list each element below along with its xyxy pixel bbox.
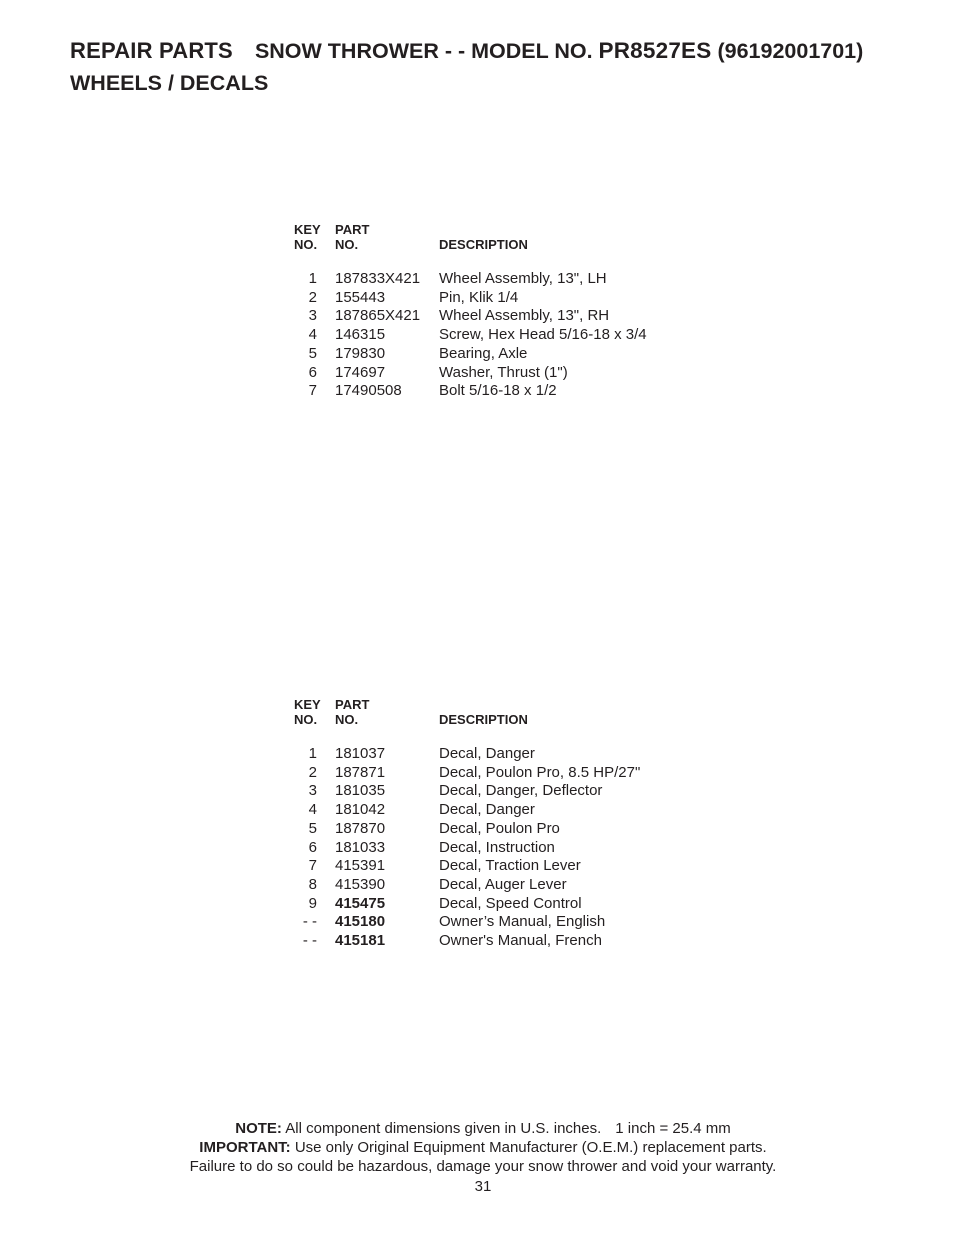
part-no-cell: 415181 — [335, 932, 386, 950]
key-no-cell: 8 — [308, 875, 317, 893]
table-row — [294, 745, 699, 764]
table-row — [294, 895, 699, 914]
part-no-cell: 415180 — [335, 913, 386, 931]
table-row — [294, 764, 699, 783]
part-no-cell: 146315 — [335, 326, 386, 344]
wheels-parts-table — [294, 222, 699, 401]
key-no-cell: 6 — [308, 363, 317, 381]
part-no-cell: 187833X421 — [335, 270, 421, 287]
description-cell: Decal, Poulon Pro — [439, 819, 560, 837]
table-row — [294, 307, 699, 326]
key-no-cell: 7 — [308, 382, 317, 400]
decals-parts-table — [294, 697, 699, 951]
table-row — [294, 270, 699, 289]
part-no-cell: 187865X421 — [335, 307, 421, 325]
table-row — [294, 345, 699, 364]
part-no-cell: 187871 — [335, 763, 386, 781]
key-no-cell: 4 — [308, 326, 317, 344]
table-row — [294, 364, 699, 383]
key-no-header: KEY NO. — [294, 222, 321, 252]
section-title: WHEELS / DECALS — [70, 71, 269, 95]
part-no-cell: 187870 — [335, 819, 386, 837]
description-cell: Screw, Hex Head 5/16-18 x 3/4 — [439, 326, 647, 344]
table-row — [294, 782, 699, 801]
table-row — [294, 876, 699, 895]
description-cell: Bolt 5/16-18 x 1/2 — [439, 382, 557, 400]
key-no-cell: 2 — [308, 763, 317, 781]
key-no-cell: 3 — [308, 307, 317, 325]
description-cell: Decal, Danger — [439, 745, 535, 762]
part-no-cell: 181037 — [335, 745, 386, 762]
page-number: 31 — [474, 1178, 492, 1195]
part-no-cell: 181042 — [335, 801, 386, 819]
key-no-cell: - - — [302, 913, 317, 931]
table-row — [294, 913, 699, 932]
key-no-cell: 3 — [308, 782, 317, 800]
table-row — [294, 382, 699, 401]
table-row — [294, 289, 699, 308]
description-cell: Wheel Assembly, 13", RH — [439, 307, 610, 325]
key-no-cell: 7 — [308, 857, 317, 875]
part-no-cell: 181035 — [335, 782, 386, 800]
table-row — [294, 820, 699, 839]
important-text: Use only Original Equipment Manufacturer (O.E.M.) replacement parts. — [294, 1139, 767, 1156]
note-label: NOTE: — [235, 1120, 282, 1137]
part-no-cell: 415475 — [335, 894, 386, 912]
key-no-cell: 5 — [308, 344, 317, 362]
description-cell: Wheel Assembly, 13", LH — [439, 270, 607, 287]
description-cell: Decal, Traction Lever — [439, 857, 581, 875]
table-row — [294, 801, 699, 820]
description-header: DESCRIPTION — [439, 712, 528, 727]
description-cell: Decal, Danger, Deflector — [439, 782, 603, 800]
page-title — [70, 36, 930, 66]
description-cell: Owner's Manual, French — [439, 932, 602, 950]
key-no-cell: 2 — [308, 288, 317, 306]
description-header: DESCRIPTION — [439, 237, 528, 252]
description-cell: Decal, Instruction — [439, 838, 555, 856]
part-no-cell: 155443 — [335, 288, 386, 306]
product-label: SNOW THROWER - - MODEL NO. — [254, 39, 593, 63]
description-cell: Bearing, Axle — [439, 344, 528, 362]
table-row — [294, 932, 699, 951]
description-cell: Decal, Poulon Pro, 8.5 HP/27" — [439, 763, 641, 781]
model-number: PR8527ES — [598, 38, 712, 63]
table-header-row — [294, 222, 699, 270]
key-no-cell: 4 — [308, 801, 317, 819]
part-no-cell: 415391 — [335, 857, 386, 875]
note-line — [0, 1119, 954, 1138]
description-cell: Owner’s Manual, English — [439, 913, 606, 931]
description-cell: Decal, Danger — [439, 801, 535, 819]
part-no-header: PART NO. — [335, 697, 370, 727]
model-code: (96192001701) — [717, 39, 864, 63]
note-text: All component dimensions given in U.S. inches. — [285, 1120, 602, 1137]
table-header-row — [294, 697, 699, 745]
part-no-header: PART NO. — [335, 222, 370, 252]
key-no-header: KEY NO. — [294, 697, 321, 727]
table-row — [294, 326, 699, 345]
page-header — [70, 36, 930, 100]
part-no-cell: 179830 — [335, 344, 386, 362]
description-cell: Pin, Klik 1/4 — [439, 288, 519, 306]
table-row — [294, 839, 699, 858]
key-no-cell: 6 — [308, 838, 317, 856]
table-row — [294, 857, 699, 876]
part-no-cell: 174697 — [335, 363, 386, 381]
repair-parts-label: REPAIR PARTS — [70, 38, 233, 63]
page-footer — [0, 1119, 954, 1176]
key-no-cell: - - — [302, 932, 317, 950]
part-no-cell: 415390 — [335, 875, 386, 893]
description-cell: Decal, Speed Control — [439, 894, 582, 912]
important-line — [0, 1138, 954, 1157]
key-no-cell: 5 — [308, 819, 317, 837]
key-no-cell: 1 — [308, 745, 317, 762]
part-no-cell: 17490508 — [335, 382, 402, 400]
description-cell: Washer, Thrust (1") — [439, 363, 568, 381]
warning-line: Failure to do so could be hazardous, damage your snow thrower and void your warranty. — [189, 1158, 777, 1175]
conversion-text: 1 inch = 25.4 mm — [615, 1120, 731, 1137]
key-no-cell: 9 — [308, 894, 317, 912]
important-label: IMPORTANT: — [199, 1139, 291, 1156]
part-no-cell: 181033 — [335, 838, 386, 856]
key-no-cell: 1 — [308, 270, 317, 287]
description-cell: Decal, Auger Lever — [439, 875, 567, 893]
